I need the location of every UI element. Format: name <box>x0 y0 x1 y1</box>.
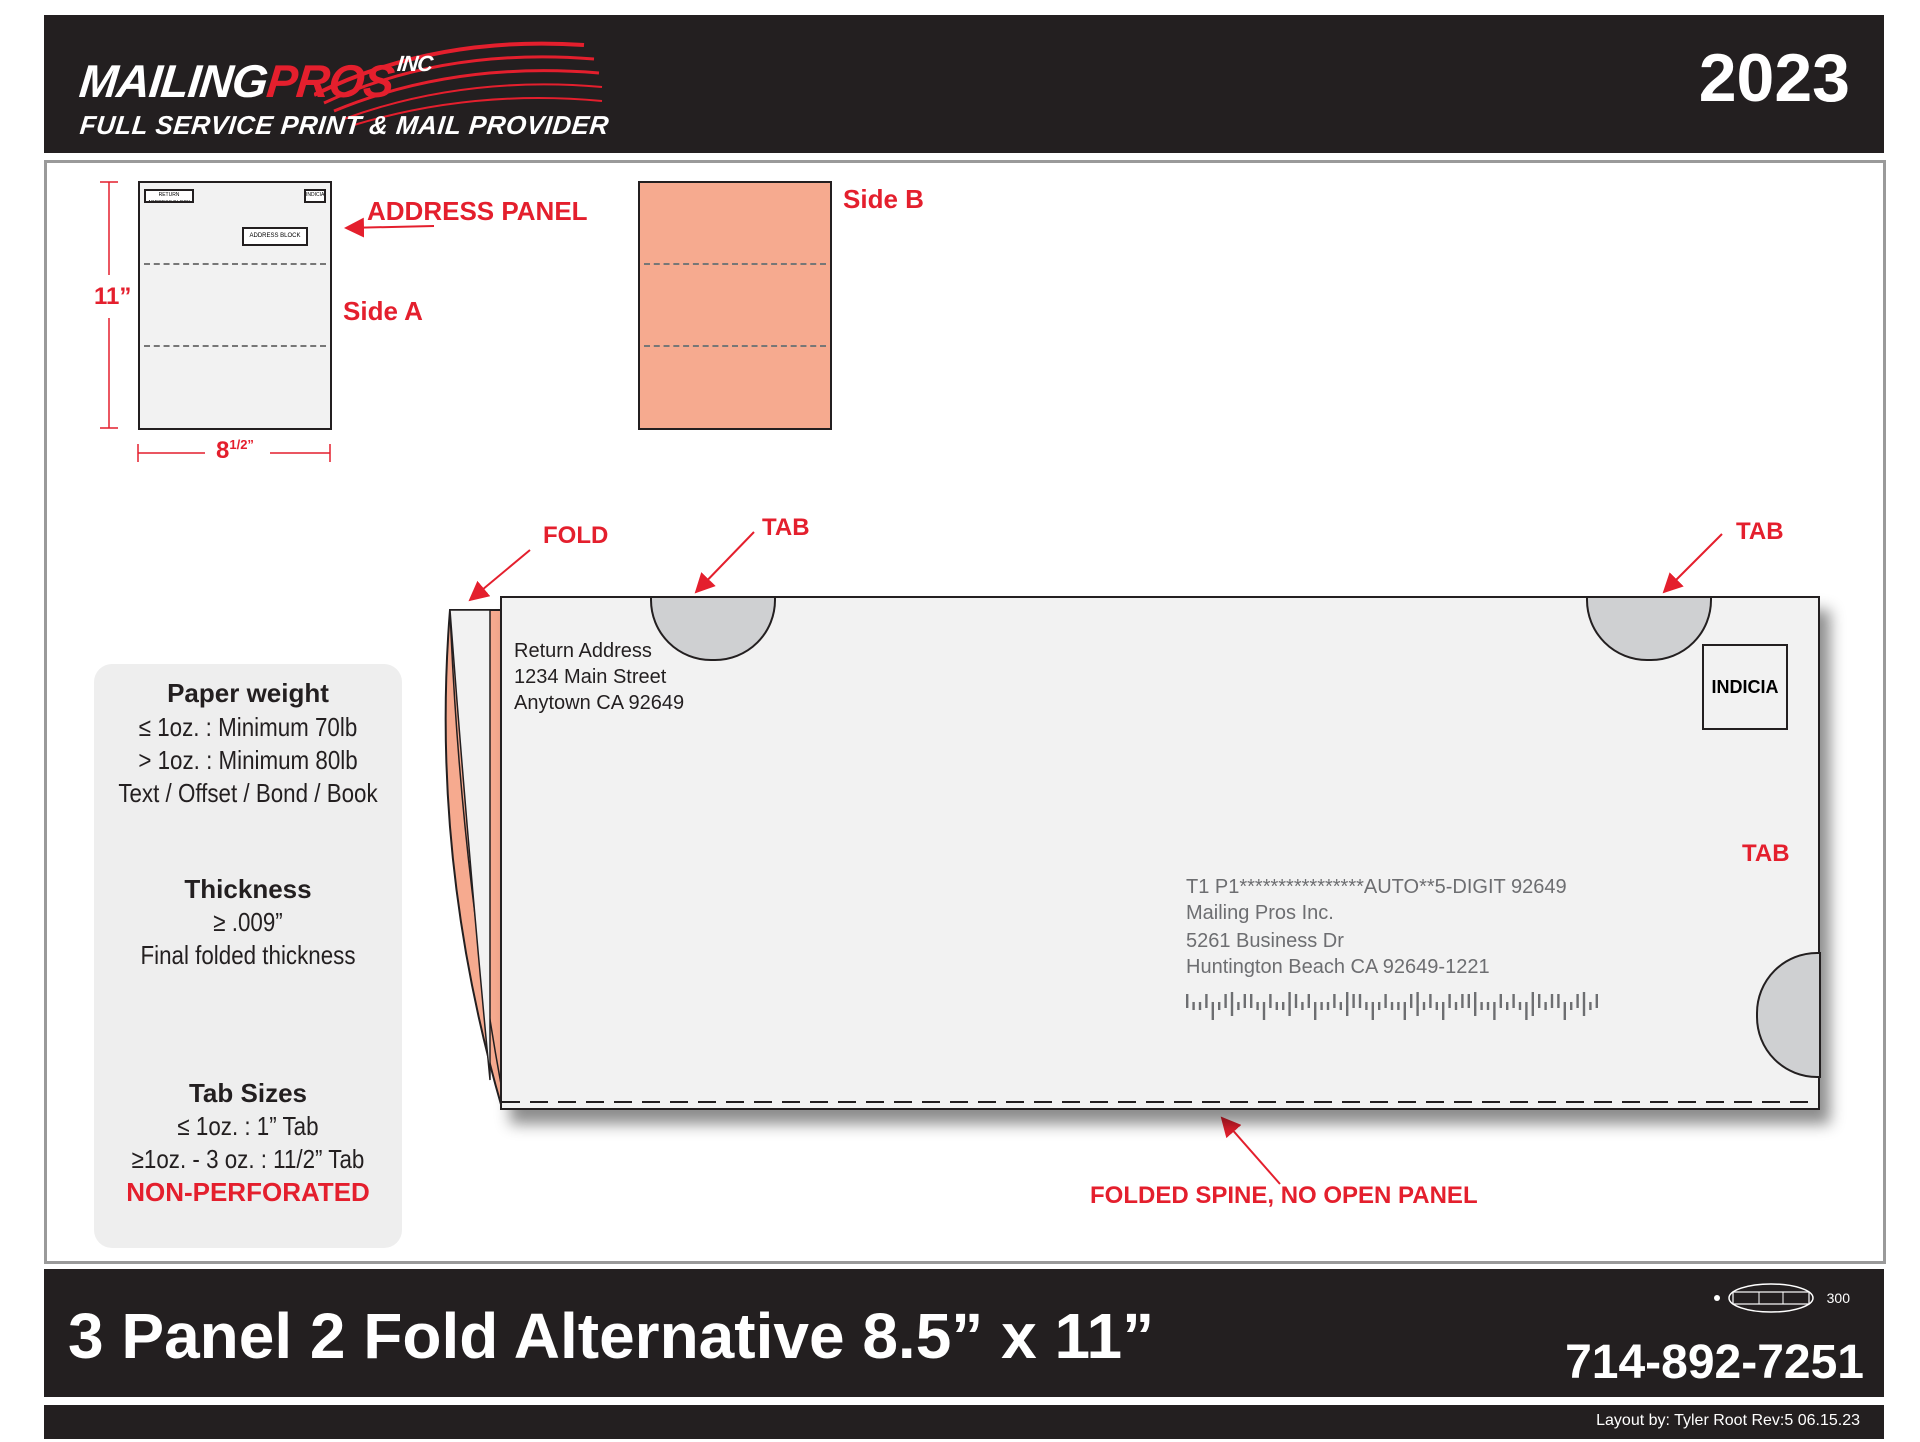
side-a-label: Side A <box>343 296 423 326</box>
barcode-bar <box>1525 1002 1527 1020</box>
barcode-bar <box>1500 994 1502 1008</box>
barcode-bar <box>1532 992 1534 1016</box>
barcode-bar <box>1263 1002 1265 1020</box>
fold-label: FOLD <box>543 522 609 549</box>
year-label: 2023 <box>1698 40 1850 116</box>
credit-bar <box>44 1405 1884 1439</box>
barcode-bar <box>1474 992 1476 1016</box>
barcode-bar <box>1224 994 1226 1008</box>
barcode-bar <box>1519 1002 1521 1010</box>
barcode-bar <box>1340 1002 1342 1010</box>
tab-left-label: TAB <box>762 514 810 541</box>
barcode-bar <box>1269 994 1271 1008</box>
barcode-bar <box>1288 992 1290 1016</box>
barcode-bar <box>1487 1002 1489 1010</box>
thickness-line: Final folded thickness <box>140 940 356 970</box>
barcode-bar <box>1295 994 1297 1008</box>
barcode-bar <box>1429 994 1431 1008</box>
thickness-line: ≥ .009” <box>213 907 283 937</box>
phone-number: 714-892-7251 <box>1565 1336 1864 1389</box>
fold-line-upper <box>644 263 826 265</box>
spine-label: FOLDED SPINE, NO OPEN PANEL <box>1090 1182 1478 1209</box>
top-left-tab <box>650 596 776 661</box>
page-title: 3 Panel 2 Fold Alternative 8.5” x 11” <box>68 1300 1155 1372</box>
barcode-bar <box>1327 1002 1329 1010</box>
barcode-bar <box>1410 994 1412 1008</box>
specifications-panel <box>94 664 402 1248</box>
barcode-bar <box>1256 1002 1258 1010</box>
barcode-bar <box>1570 1002 1572 1010</box>
barcode-bar <box>1416 992 1418 1016</box>
barcode-bar <box>1557 994 1559 1008</box>
barcode-bar <box>1282 1002 1284 1010</box>
fold-line-lower <box>644 345 826 347</box>
return-address-line: Return Address <box>514 640 652 662</box>
barcode-bar <box>1404 1002 1406 1020</box>
width-label-fraction: 1/2” <box>229 437 254 452</box>
spine-dashed-edge <box>502 1098 1818 1106</box>
recipient-address-line: Mailing Pros Inc. <box>1186 902 1334 924</box>
return-address-line: 1234 Main Street <box>514 666 667 688</box>
address-panel-label: ADDRESS PANEL <box>367 196 588 226</box>
barcode-bar <box>1384 994 1386 1008</box>
barcode-bar <box>1231 992 1233 1016</box>
barcode-bar <box>1468 994 1470 1008</box>
barcode-bar <box>1461 994 1463 1008</box>
barcode-bar <box>1436 1002 1438 1010</box>
barcode-bar <box>1397 1002 1399 1010</box>
barcode-bar <box>1596 994 1598 1008</box>
barcode-bar <box>1352 994 1354 1008</box>
logo-word-mailing: MAILING <box>77 55 270 107</box>
barcode-bar <box>1391 1002 1393 1010</box>
thickness-heading: Thickness <box>184 874 312 904</box>
barcode-bar <box>1359 994 1361 1008</box>
return-address-line: Anytown CA 92649 <box>514 692 685 714</box>
tab-sizes-line: ≤ 1oz. : 1” Tab <box>177 1111 319 1141</box>
barcode-bar <box>1237 1002 1239 1010</box>
layout-credit: Layout by: Tyler Root Rev:5 06.15.23 <box>1596 1412 1860 1429</box>
non-perforated-note: NON-PERFORATED <box>126 1177 370 1207</box>
recipient-address-line: 5261 Business Dr <box>1186 930 1344 952</box>
union-number: 300 <box>1826 1290 1850 1306</box>
barcode-bar <box>1365 1002 1367 1010</box>
barcode-bar <box>1308 994 1310 1008</box>
barcode-bar <box>1423 1002 1425 1010</box>
barcode-bar <box>1186 994 1188 1008</box>
barcode-bar <box>1544 1002 1546 1010</box>
union-label-icon <box>1711 1281 1821 1315</box>
side-b-label: Side B <box>843 184 924 214</box>
fold-line-upper <box>144 263 326 265</box>
indicia-block: INDICIA <box>304 189 326 203</box>
recipient-address-line: Huntington Beach CA 92649-1221 <box>1186 956 1490 978</box>
folded-edge-graphic <box>438 600 508 1112</box>
union-bug <box>1711 1281 1850 1315</box>
barcode-bar <box>1333 994 1335 1008</box>
tab-left-arrow <box>696 532 754 592</box>
address-block: ADDRESS BLOCK <box>242 227 308 246</box>
barcode-bar <box>1372 1002 1374 1020</box>
barcode-bar <box>1212 1002 1214 1020</box>
paper-weight-line: > 1oz. : Minimum 80lb <box>138 745 358 775</box>
top-right-tab <box>1586 596 1712 661</box>
return-address-block: RETURN ADDRESS BLOCK <box>144 189 194 203</box>
barcode-bar <box>1301 1002 1303 1010</box>
barcode-bar <box>1205 994 1207 1008</box>
barcode-bar <box>1512 994 1514 1008</box>
logo-word-pros: PROS <box>264 55 397 107</box>
paper-weight-line: ≤ 1oz. : Minimum 70lb <box>138 712 358 742</box>
barcode-bar <box>1455 1002 1457 1010</box>
logo-word-inc: INC <box>395 51 434 76</box>
footer-banner <box>44 1269 1884 1397</box>
paper-weight-heading: Paper weight <box>167 678 329 708</box>
side-tab <box>1756 952 1821 1078</box>
tab-right-label: TAB <box>1736 518 1784 545</box>
tab-side-label: TAB <box>1742 840 1790 867</box>
indicia-box: INDICIA <box>1702 644 1788 730</box>
barcode-bar <box>1218 1002 1220 1010</box>
barcode-bar <box>1576 994 1578 1008</box>
barcode-bar <box>1250 994 1252 1008</box>
fold-arrow <box>470 550 530 600</box>
fold-line-lower <box>144 345 326 347</box>
width-label <box>216 437 254 465</box>
barcode-bar <box>1538 994 1540 1008</box>
barcode-bar <box>1480 1002 1482 1010</box>
barcode-bar <box>1192 1002 1194 1010</box>
barcode-bar <box>1583 992 1585 1016</box>
spine-arrow <box>1222 1118 1280 1184</box>
postal-barcode <box>1186 990 1606 1020</box>
flat-sheet-side-b <box>638 181 832 430</box>
tab-sizes-line: ≥1oz. - 3 oz. : 11/2” Tab <box>131 1144 365 1174</box>
barcode-bar <box>1564 1002 1566 1020</box>
barcode-bar <box>1589 1002 1591 1010</box>
recipient-address-line: T1 P1****************AUTO**5-DIGIT 92649 <box>1186 876 1567 898</box>
barcode-bar <box>1448 994 1450 1008</box>
barcode-bar <box>1493 1002 1495 1020</box>
barcode-bar <box>1276 1002 1278 1010</box>
height-label: 11” <box>94 283 132 310</box>
barcode-bar <box>1314 1002 1316 1020</box>
barcode-bar <box>1346 992 1348 1016</box>
barcode-bar <box>1551 994 1553 1008</box>
barcode-bar <box>1320 1002 1322 1010</box>
folded-mailer <box>500 596 1820 1110</box>
width-label-main: 8 <box>216 437 230 464</box>
barcode-bar <box>1506 1002 1508 1010</box>
barcode-bar <box>1199 1002 1201 1010</box>
barcode-bar <box>1442 1002 1444 1020</box>
logo-tagline: FULL SERVICE PRINT & MAIL PROVIDER <box>78 110 611 140</box>
paper-weight-line: Text / Offset / Bond / Book <box>118 778 378 808</box>
barcode-bar <box>1378 1002 1380 1010</box>
tab-right-arrow <box>1664 534 1722 592</box>
barcode-bar <box>1244 994 1246 1008</box>
flat-sheet-side-a <box>138 181 332 430</box>
tab-sizes-heading: Tab Sizes <box>188 1078 307 1108</box>
